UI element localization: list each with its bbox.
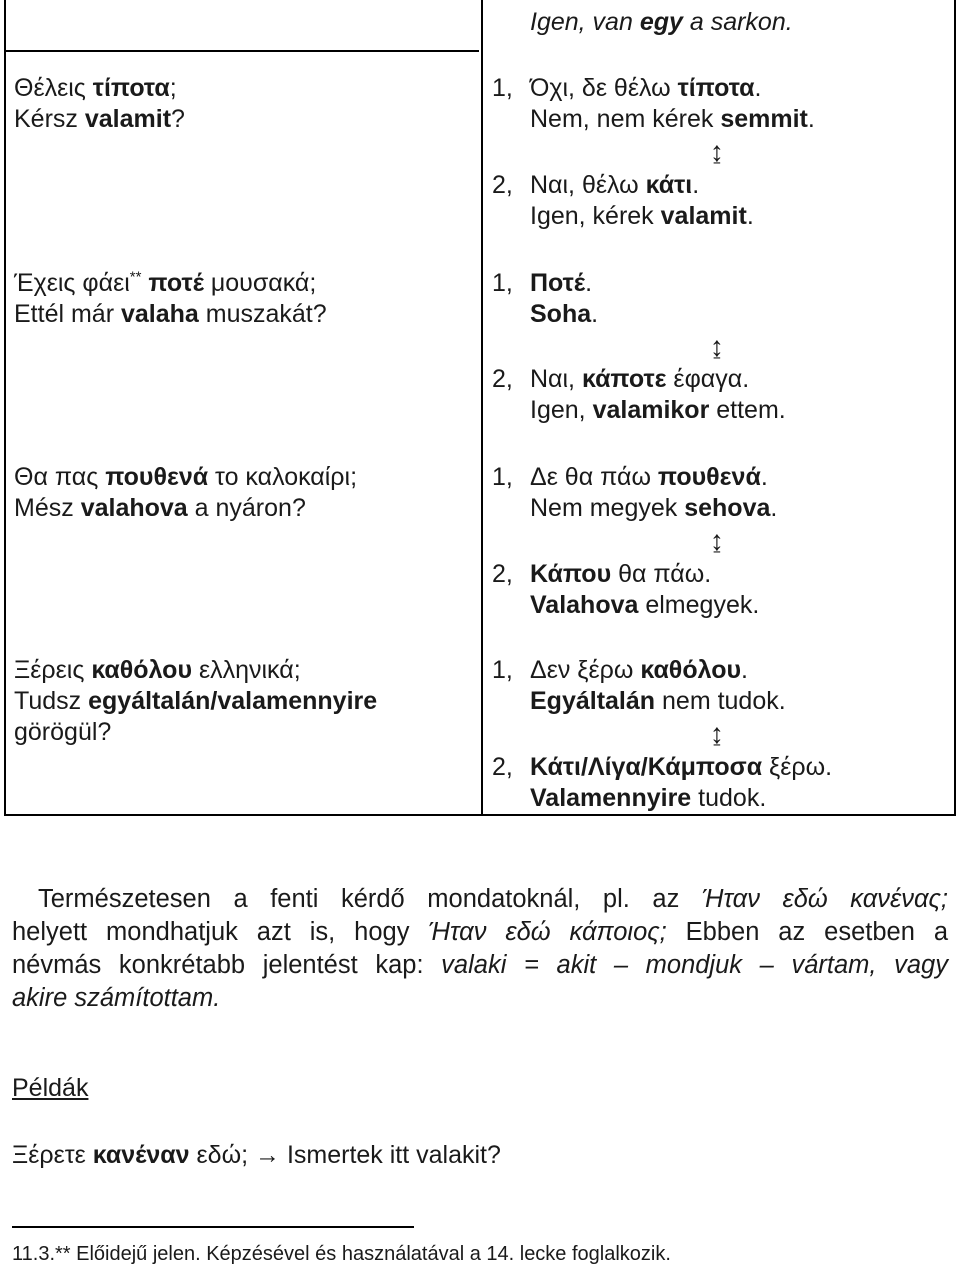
up-down-arrow-icon: ↨ — [710, 525, 724, 556]
question-hungarian: Tudsz egyáltalán/valamennyire — [14, 687, 378, 715]
footnote: 11.3.** Előidejű jelen. Képzésével és használatával a 14. lecke foglalkozik. — [12, 1243, 671, 1265]
question-greek: Θα πας πουθενά το καλοκαίρι; — [14, 463, 358, 491]
answer-hungarian: Nem, nem kérek semmit. — [530, 105, 815, 133]
answer-number: 2, — [492, 753, 513, 781]
vocabulary-table — [4, 0, 956, 816]
answer-number: 1, — [492, 269, 513, 297]
answer-hungarian: Valamennyire tudok. — [530, 784, 767, 812]
row-divider — [6, 50, 479, 52]
answer-greek: Δε θα πάω πουθενά. — [530, 463, 768, 491]
answer-hungarian: Nem megyek sehova. — [530, 494, 778, 522]
example-sentence: Ξέρετε κανέναν εδώ; → Ismertek itt valakit? — [12, 1141, 501, 1169]
answer-hungarian: Soha. — [530, 300, 599, 328]
answer-number: 2, — [492, 365, 513, 393]
up-down-arrow-icon: ↨ — [710, 331, 724, 362]
question-hungarian: Mész valahova a nyáron? — [14, 494, 306, 522]
explanation-paragraph — [12, 883, 948, 1015]
answer-greek: Κάπου θα πάω. — [530, 560, 712, 588]
question-greek: Θέλεις τίποτα; — [14, 74, 177, 102]
answer-greek: Κάτι/Λίγα/Κάμποσα ξέρω. — [530, 753, 833, 781]
answer-number: 2, — [492, 171, 513, 199]
question-greek: Έχεις φάει** ποτέ μουσακά; — [14, 268, 317, 297]
answer-greek: Ναι, κάποτε έφαγα. — [530, 365, 750, 393]
question-hungarian-cont: görögül? — [14, 718, 112, 746]
answer-number: 1, — [492, 74, 513, 102]
column-divider — [481, 0, 483, 814]
up-down-arrow-icon: ↨ — [710, 718, 724, 749]
question-hungarian: Ettél már valaha muszakát? — [14, 300, 327, 328]
question-greek: Ξέρεις καθόλου ελληνικά; — [14, 656, 301, 684]
answer-greek: Δεν ξέρω καθόλου. — [530, 656, 748, 684]
answer-line: Igen, van egy a sarkon. — [530, 8, 793, 36]
footnote-separator — [12, 1226, 414, 1228]
answer-hungarian: Valahova elmegyek. — [530, 591, 760, 619]
answer-hungarian: Egyáltalán nem tudok. — [530, 687, 786, 715]
answer-number: 1, — [492, 463, 513, 491]
examples-heading: Példák — [12, 1074, 89, 1102]
question-hungarian: Kérsz valamit? — [14, 105, 185, 133]
paragraph-line: akire számítottam. — [12, 984, 221, 1012]
answer-hungarian: Igen, valamikor ettem. — [530, 396, 786, 424]
paragraph-line: Természetesen a fenti kérdő mondatoknál, pl. az Ήταν εδώ κανένας; — [38, 885, 948, 913]
answer-number: 1, — [492, 656, 513, 684]
answer-number: 2, — [492, 560, 513, 588]
answer-greek: Όχι, δε θέλω τίποτα. — [530, 74, 762, 102]
paragraph-line: névmás konkrétabb jelentést kap: valaki = akit – mondjuk – vártam, vagy — [12, 951, 948, 979]
answer-greek: Ποτέ. — [530, 269, 593, 297]
answer-greek: Ναι, θέλω κάτι. — [530, 171, 700, 199]
up-down-arrow-icon: ↨ — [710, 136, 724, 167]
paragraph-line: helyett mondhatjuk azt is, hogy Ήταν εδώ κάποιος; Ebben az esetben a — [12, 918, 949, 946]
answer-hungarian: Igen, kérek valamit. — [530, 202, 754, 230]
